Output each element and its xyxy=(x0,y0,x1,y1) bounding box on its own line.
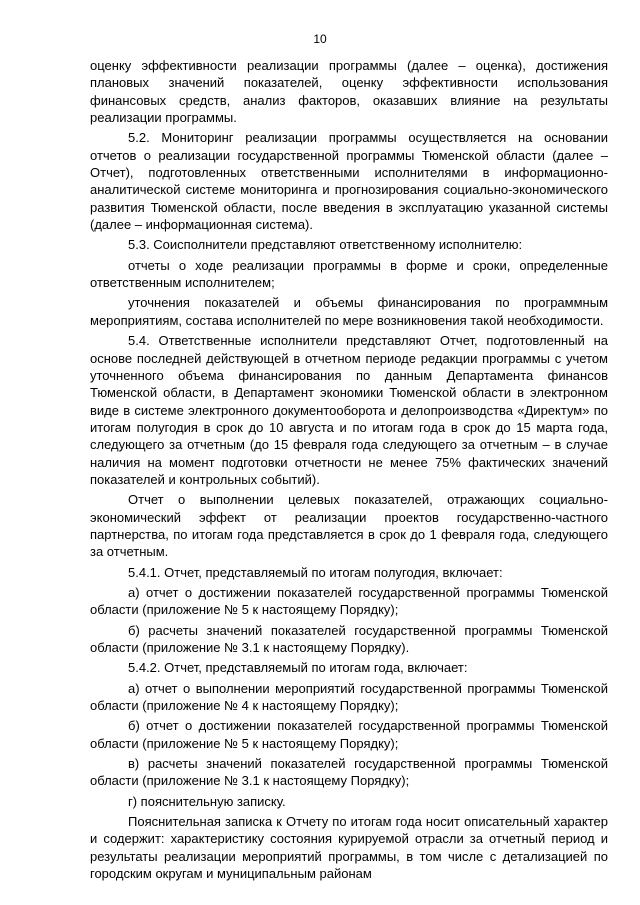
paragraph: уточнения показателей и объемы финансирования по программным мероприятиям, состава исполнителей по мере возникновения такой необходимости. xyxy=(90,295,608,328)
paragraph: 5.2. Мониторинг реализации программы осуществляется на основании отчетов о реализации государственной программы Тюменской области (далее – Отчет), подготовленных ответственными исполнителями в информационно-аналитической системе мониторинга и прогнозирования социально-экономического развития Тюменской области, после введения в эксплуатацию указанной системы (далее – информационная система). xyxy=(90,130,608,233)
page-number: 10 xyxy=(313,32,327,46)
paragraph: в) расчеты значений показателей государственной программы Тюменской области (приложение № 3.1 к настоящему Порядку); xyxy=(90,756,608,789)
paragraph: отчеты о ходе реализации программы в форме и сроки, определенные ответственным исполнителем; xyxy=(90,257,608,291)
paragraph: Пояснительная записка к Отчету по итогам года носит описательный характер и содержит: характеристику состояния курируемой отрасли за отчетный период и результаты реализации мероприятий программы, в том числе с детализацией по городским округам и муниципальным районам xyxy=(90,814,608,882)
paragraph: б) расчеты значений показателей государственной программы Тюменской области (приложение № 3.1 к настоящему Порядку). xyxy=(90,622,608,655)
paragraph: б) отчет о достижении показателей государственной программы Тюменской области (приложение № 5 к настоящему Порядку); xyxy=(90,718,608,751)
paragraph: а) отчет о выполнении мероприятий государственной программы Тюменской области (приложение № 4 к настоящему Порядку); xyxy=(90,680,608,714)
paragraph: 5.4. Ответственные исполнители представляют Отчет, подготовленный на основе последней действующей в отчетном периоде редакции программы с учетом уточненного объема финансирования по данным Департамента финансов Тюменской области, в Департамент экономики Тюменской области в электронном виде в системе электронного документооборота и делопроизводства «Директум» по итогам полугодия в срок до 10 августа и по итогам года в срок до 15 марта года, следующего за отчетным (до 15 февраля года следующего за отчетным – в случае наличия на момент подготовки отчетности не менее 75% фактических значений показателей и контрольных событий). xyxy=(90,333,608,487)
paragraph: а) отчет о достижении показателей государственной программы Тюменской области (приложение № 5 к настоящему Порядку); xyxy=(90,584,608,618)
paragraph: оценку эффективности реализации программы (далее – оценка), достижения плановых значений показателей, оценку эффективности использования финансовых средств, анализ факторов, оказавших влияние на результаты реализации программы. xyxy=(90,58,608,126)
paragraph: Отчет о выполнении целевых показателей, отражающих социально-экономический эффект от реализации проектов государственно-частного партнерства, по итогам года представляется в срок до 1 февраля года, следующего за отчетным. xyxy=(90,492,608,560)
paragraph: 5.4.2. Отчет, представляемый по итогам года, включает: xyxy=(128,660,468,676)
paragraph: г) пояснительную записку. xyxy=(128,793,286,809)
document-body xyxy=(90,57,608,885)
paragraph: 5.3. Соисполнители представляют ответственному исполнителю: xyxy=(128,237,523,253)
paragraph: 5.4.1. Отчет, представляемый по итогам полугодия, включает: xyxy=(128,564,503,580)
